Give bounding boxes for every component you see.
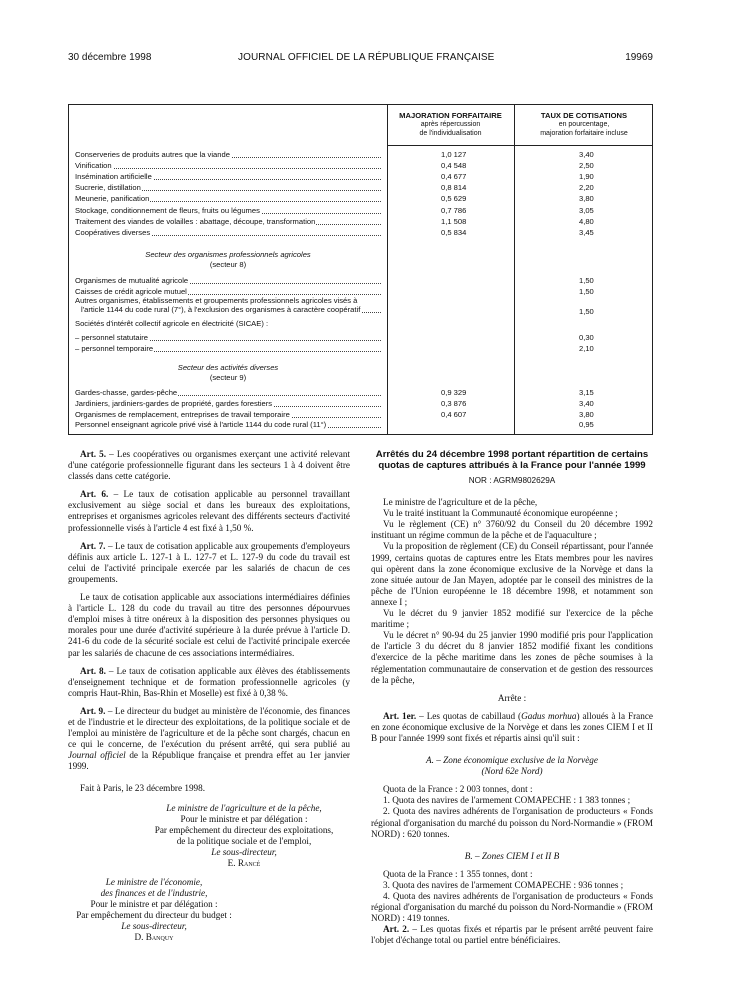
- table-row-label: [75, 150, 381, 160]
- majoration-value: 0,8 814: [441, 183, 467, 193]
- visa-paragraph: Vu le règlement (CE) n° 3760/92 du Conseil du 20 décembre 1992 instituant un régime commun de la pêche et de l'aquaculture ;: [371, 519, 653, 541]
- header-page-number: 19969: [625, 52, 653, 63]
- taux-value: 3,15: [579, 388, 594, 397]
- left-column: [68, 449, 350, 943]
- table-row-label: [75, 344, 381, 354]
- row-label: Organismes de remplacement, entreprises de travail temporaire: [75, 409, 290, 419]
- row-label: Gardes-chasse, gardes-pêche: [75, 388, 178, 397]
- table-divider: [387, 105, 388, 434]
- species-name: Gadus morhua: [521, 710, 577, 721]
- table-row-label: Sociétés d'intérêt collectif agricole en électricité (SICAE) :: [75, 319, 269, 328]
- table-row-label: [75, 420, 381, 430]
- table-divider: [514, 105, 515, 434]
- row-label: Vinification: [75, 161, 112, 171]
- article-text: de la République française et prendra effet au 1er janvier 1999.: [68, 750, 350, 772]
- article-number: Art. 1er.: [383, 710, 417, 721]
- column-header-majoration: [387, 111, 514, 138]
- column-header-subtitle: de l'individualisation: [419, 130, 482, 137]
- taux-value: 3,05: [579, 205, 594, 215]
- section-subheading: (secteur 8): [209, 260, 247, 269]
- majoration-value: 0,4 677: [441, 172, 467, 182]
- section-heading: [75, 363, 381, 372]
- article-number: Art. 2.: [383, 924, 410, 935]
- row-label: Jardiniers, jardiniers-gardes de propriété, gardes forestiers: [75, 398, 273, 408]
- signature-line: Le sous-directeur,: [211, 846, 277, 857]
- majoration-value: 1,1 508: [441, 216, 467, 226]
- zone-b-heading: B. – Zones CIEM I et II B: [464, 850, 560, 861]
- article-text: – Le taux de cotisation applicable aux groupements d'employeurs définis aux article L. 127-1 à L. 127-7 et L. 127-9 du code du travail est celui de l'activité principale exercée par les salariés de chacun de ces groupements.: [68, 540, 350, 584]
- taux-value: 1,50: [579, 287, 594, 297]
- table-row-label: [75, 172, 381, 182]
- zone-a-subheading: (Nord 62e Nord): [481, 766, 543, 777]
- quota-item: 3. Quota des navires de l'armement COMAPECHE : 936 tonnes ;: [383, 879, 624, 890]
- column-header-subtitle: après répercussion: [420, 121, 481, 128]
- article-7: [68, 541, 350, 585]
- taux-value: 0,30: [579, 333, 594, 342]
- row-label: Organismes de mutualité agricole: [75, 276, 189, 285]
- article-number: Art. 6.: [80, 489, 109, 500]
- taux-value: 1,50: [579, 276, 594, 285]
- article-text: – Les quotas fixés et répartis par le présent arrêté peuvent faire l'objet d'échange total ou partiel entre bénéficiaires.: [371, 924, 653, 946]
- taux-value: 2,20: [579, 183, 594, 193]
- quota-total: Quota de la France : 2 003 tonnes, dont :: [383, 784, 533, 795]
- signature-line: Pour le ministre et par délégation :: [90, 898, 218, 909]
- article-number: Art. 5.: [80, 449, 107, 459]
- majoration-value: 0,7 786: [441, 205, 467, 215]
- article-number: Art. 7.: [80, 540, 106, 551]
- taux-value: 3,40: [579, 150, 594, 159]
- section-subheading: (secteur 9): [209, 373, 247, 382]
- table-row-label: [75, 161, 381, 171]
- decree-title: Arrêtés du 24 décembre 1998 portant répartition de certains quotas de captures attribués à la France pour l'année 1999: [375, 449, 649, 471]
- article-text: – Le taux de cotisation applicable au personnel travaillant exclusivement au siège social et dans les bureaux des exploitations, entreprises et organismes agricoles relevant des différents secteurs d'activité professionnelle visés à l'article 4 est fixé à 1,50 %.: [68, 489, 350, 533]
- nor-reference: NOR : AGRM9802629A: [468, 476, 556, 485]
- article-9: [68, 706, 350, 773]
- visa-paragraph: Vu le décret du 9 janvier 1852 modifié sur l'exercice de la pêche maritime ;: [371, 608, 653, 630]
- taux-value: 1,50: [579, 307, 594, 316]
- zone-a-heading: A. – Zone économique exclusive de la Norvège: [426, 755, 598, 766]
- visa-paragraph: Vu le décret n° 90-94 du 25 janvier 1990 modifié pris pour l'application de l'article 3 du décret du 8 janvier 1852 modifié fixant les conditions d'exercice de la pêche maritime dans les zones de pêche soumises à la réglementation communautaire de conservation et de gestion des ressources de la pêche,: [371, 630, 653, 685]
- majoration-value: 0,9 329: [441, 388, 467, 397]
- table-row-label: [75, 388, 381, 398]
- signature-block-agriculture: [138, 803, 350, 869]
- taux-value: 1,90: [579, 172, 594, 182]
- table-header-rule: [387, 145, 652, 146]
- row-label: – personnel temporaire: [75, 344, 154, 354]
- majoration-value: 0,3 876: [441, 398, 467, 408]
- article-2: [371, 924, 653, 946]
- article-text: – Le taux de cotisation applicable aux élèves des établissements d'enseignement technique et de formation professionnelle agricoles (y compris Haut-Rhin, Bas-Rhin et Moselle) est fixé à 0,38 %.: [68, 665, 350, 698]
- taux-value: 2,50: [579, 161, 594, 171]
- section-heading: [75, 250, 381, 259]
- row-label: Caisses de crédit agricole mutuel: [75, 287, 187, 297]
- section-title: Secteur des organismes professionnels agricoles: [145, 250, 311, 259]
- article-text: – Les coopératives ou organismes exerçant une activité relevant d'une catégorie professionnelle figurant dans les secteurs 1 à 4 doivent être classés dans cette catégorie.: [68, 449, 351, 482]
- signature-line: de la politique sociale et de l'emploi,: [176, 835, 312, 846]
- arrete-heading: Arrête :: [497, 692, 527, 703]
- table-row-label: [75, 305, 381, 315]
- quota-item: 4. Quota des navires adhérents de l'organisation de producteurs « Fonds régional d'organisation du marché du poisson du Nord-Normandie » (FROM NORD) : 419 tonnes.: [371, 891, 653, 924]
- row-label: – personnel statutaire: [75, 333, 149, 342]
- section-title: Secteur des activités diverses: [177, 363, 279, 372]
- article-8: [68, 666, 350, 699]
- article-number: Art. 9.: [80, 705, 106, 716]
- article-6: [68, 489, 350, 533]
- page-header: [68, 52, 653, 66]
- row-label: Meunerie, panification: [75, 194, 150, 204]
- table-row-label: [75, 206, 381, 216]
- signature-line: E. Rancé: [227, 857, 261, 868]
- taux-value: 3,40: [579, 398, 594, 408]
- visa-paragraph: Vu la proposition de règlement (CE) du Conseil répartissant, pour l'année 1999, certains quotas de captures entre les Etats membres pour les navires qui opèrent dans la zone économique exclusive de la Norvège et dans la zone située autour de Jan Mayen, adoptée par le conseil des ministres de la pêche de l'Union européenne le 18 décembre 1998, et notamment son annexe I ;: [371, 541, 653, 607]
- table-row-label: [75, 228, 381, 238]
- signature-line: Par empêchement du directeur du budget :: [76, 909, 232, 920]
- signature-line: Par empêchement du directeur des exploitations,: [154, 824, 334, 835]
- article-text: – Les quotas de cabillaud (: [416, 710, 522, 721]
- column-header-title: MAJORATION FORFAITAIRE: [399, 111, 502, 120]
- header-date: 30 décembre 1998: [68, 52, 152, 63]
- quota-total: Quota de la France : 1 355 tonnes, dont :: [383, 868, 533, 879]
- taux-value: 3,80: [579, 409, 594, 419]
- majoration-value: 1,0 127: [441, 150, 467, 159]
- row-label: l'article 1144 du code rural (7°), à l'exclusion des organismes à caractère coopératif: [75, 305, 361, 314]
- row-label: Coopératives diverses: [75, 227, 151, 237]
- row-label: Personnel enseignant agricole privé visé à l'article 1144 du code rural (11°): [75, 420, 327, 430]
- table-row-label: Autres organismes, établissements et groupements professionnels agricoles visés à: [75, 296, 358, 305]
- table-row-label: [75, 399, 381, 409]
- table-row-label: [75, 410, 381, 420]
- table-row-label: [75, 276, 381, 286]
- majoration-value: 0,5 834: [441, 227, 467, 237]
- signature-line: Pour le ministre et par délégation :: [180, 813, 308, 824]
- row-label: Traitement des viandes de volailles : abattage, découpe, transformation: [75, 216, 316, 226]
- taux-value: 3,80: [579, 194, 594, 204]
- signature-date: Fait à Paris, le 23 décembre 1998.: [80, 783, 206, 794]
- signature-line: Le sous-directeur,: [121, 920, 187, 931]
- taux-value: 0,95: [579, 420, 594, 430]
- table-row-label: [75, 194, 381, 204]
- article-7-paragraph: Le taux de cotisation applicable aux associations intermédiaires définies à l'article L. 128 du code du travail au titre des personnes dépourvues d'emploi mises à titre onéreux à la disposition des personnes physiques ou morales pour une durée d'activité supérieure à la durée prévue à l'article D. 241-6 du code de la sécurité sociale est celui de l'activité principale exercée par les salariés de chacune de ces associations intermédiaires.: [68, 592, 350, 658]
- column-header-taux: [514, 111, 654, 138]
- article-number: Art. 8.: [80, 665, 106, 676]
- majoration-value: 0,4 607: [441, 409, 467, 419]
- signature-line: D. Banquy: [134, 931, 174, 942]
- row-label: Sucrerie, distillation: [75, 183, 141, 193]
- right-column: [371, 449, 653, 946]
- taux-value: 4,80: [579, 216, 594, 226]
- header-journal-title: JOURNAL OFFICIEL DE LA RÉPUBLIQUE FRANÇAISE: [238, 52, 495, 63]
- column-header-subtitle: majoration forfaitaire incluse: [540, 130, 628, 137]
- row-label: Conserveries de produits autres que la viande: [75, 150, 230, 159]
- journal-name: Journal officiel: [68, 750, 126, 761]
- signature-line: Le ministre de l'agriculture et de la pêche,: [166, 802, 322, 813]
- column-header-subtitle: en pourcentage,: [558, 121, 610, 128]
- signature-line: des finances et de l'industrie,: [100, 887, 208, 898]
- article-text: – Le directeur du budget au ministère de l'économie, des finances et de l'industrie et le directeur des exploitations, de la politique sociale et de l'emploi au ministère de l'agriculture et de la pêche sont chargés, chacun en ce qui le concerne, de l'exécution du présent arrêté, qui sera publié au: [68, 705, 350, 750]
- minister-line: Le ministre de l'agriculture et de la pêche,: [383, 497, 538, 508]
- quota-item: 2. Quota des navires adhérents de l'organisation de producteurs « Fonds régional d'organisation du marché du poisson du Nord-Normandie » (FROM NORD) : 620 tonnes.: [371, 806, 653, 839]
- article-1: [371, 711, 653, 744]
- signature-line: Le ministre de l'économie,: [105, 876, 203, 887]
- visa-paragraph: Vu le traité instituant la Communauté économique européenne ;: [383, 508, 618, 519]
- article-5: [68, 449, 350, 482]
- quota-item: 1. Quota des navires de l'armement COMAPECHE : 1 383 tonnes ;: [383, 795, 631, 806]
- taux-value: 3,45: [579, 227, 594, 237]
- contribution-rates-table: [68, 104, 653, 435]
- row-label: Insémination artificielle: [75, 172, 152, 182]
- table-row-label: [75, 333, 381, 343]
- column-header-title: TAUX DE COTISATIONS: [540, 111, 628, 120]
- taux-value: 2,10: [579, 344, 594, 354]
- signature-block-economie: [68, 877, 240, 943]
- article-text: ) alloués à la France en zone économique exclusive de la Norvège et dans les zones CIEM I et II B pour l'année 1999 sont fixés et répartis ainsi qu'il suit :: [371, 710, 653, 743]
- row-label: Stockage, conditionnement de fleurs, fruits ou légumes: [75, 205, 260, 215]
- table-row-label: [75, 183, 381, 193]
- majoration-value: 0,5 629: [441, 194, 467, 204]
- table-row-label: [75, 217, 381, 227]
- majoration-value: 0,4 548: [441, 161, 467, 171]
